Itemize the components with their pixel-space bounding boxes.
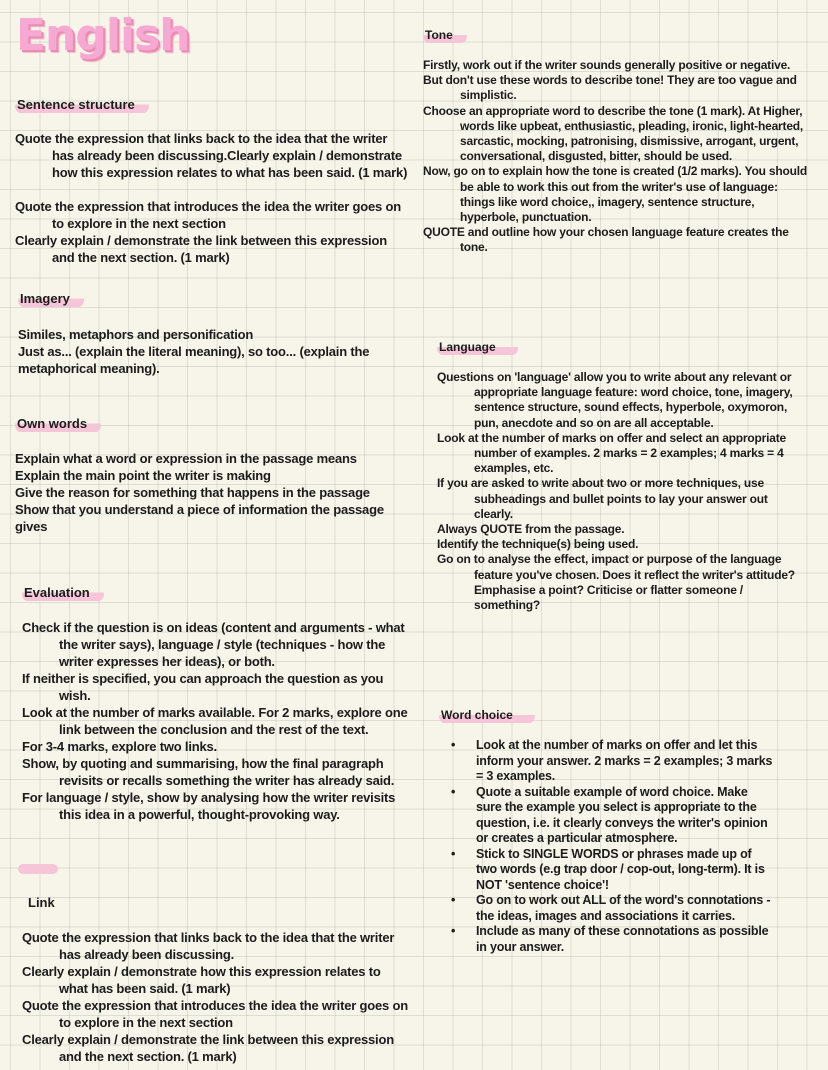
paragraph: Show that you understand a piece of information the passage gives [15,502,384,534]
paragraph: Choose an appropriate word to describe the tone (1 mark). At Higher, words like upbeat, enthusiastic, pleading, ironic, light-hearted, sarcastic, mocking, patronising, dismissive, arrogant, urgent, conversational, disgusted, bitter, should be used. [423,103,804,164]
section-sentence-structure [15,96,410,266]
list-item: • Include as many of these connotations as possible in your answer. [439,924,774,955]
paragraph: Check if the question is on ideas (content and arguments - what the writer says), language / style (techniques - how the writer expresses her ideas), or both. [22,620,405,669]
paragraph: Show, by quoting and summarising, how the final paragraph revisits or recalls something the writer has already said. [22,756,395,788]
bullet-list [439,738,774,955]
paragraph: Always QUOTE from the passage. [437,522,625,537]
list-item: • Look at the number of marks on offer and let this inform your answer. 2 marks = 2 examples; 3 marks = 3 examples. [439,738,774,785]
page-title: English [16,10,190,61]
paragraph: Quote the expression that links back to the idea that the writer has already been discussing.Clearly explain / demonstrate how this expression relates to what has been said. (1 mark) [15,131,408,180]
paragraph: Identify the technique(s) being used. [437,537,639,552]
section-word-choice [439,706,774,955]
paragraph: Give the reason for something that happens in the passage [15,485,370,500]
paragraph: If you are asked to write about two or more techniques, use subheadings and bullet points to lay your answer out clearly. [437,476,768,521]
section-imagery [18,290,413,377]
section-heading: Own words [15,416,101,433]
paragraph: For language / style, show by analysing how the writer revisits this idea in a powerful, thought-provoking way. [22,790,396,822]
paragraph: Clearly explain / demonstrate the link between this expression and the next section. (1 mark) [15,233,387,265]
paragraph: Just as... (explain the literal meaning), so too... (explain the metaphorical meaning). [18,344,370,376]
paragraph: Similes, metaphors and personification [18,327,254,342]
paragraph: Clearly explain / demonstrate the link between this expression and the next section. (1 mark) [22,1032,394,1064]
paragraph: Firstly, work out if the writer sounds generally positive or negative. [423,58,791,72]
paragraph: Quote the expression that links back to the idea that the writer has already been discussing. [22,930,395,962]
paragraph: Questions on 'language' allow you to write about any relevant or appropriate language feature: word choice, tone, imagery, sentence structure, sound effects, hyperbole, oxymoron, pun, anecdote and so on are all acceptable. [437,370,793,430]
paragraph: QUOTE and outline how your chosen language feature creates the tone. [423,225,789,255]
section-heading: Language [437,340,518,356]
paragraph: But don't use these words to describe tone! They are too vague and simplistic. [423,73,797,103]
section-own-words [15,415,385,535]
paragraph: Quote the expression that introduces the idea the writer goes on to explore in the next section [15,199,401,231]
section-heading: Imagery [18,291,84,308]
list-item: • Go on to work out ALL of the word's connotations - the ideas, images and associations it carries. [439,893,774,924]
paragraph: Explain what a word or expression in the passage means [15,451,357,466]
section-heading: Evaluation [22,585,104,602]
section-evaluation [22,584,412,823]
section-tone [423,26,808,256]
paragraph: Go on to analyse the effect, impact or purpose of the language feature you've chosen. Does it reflect the writer's attitude? Emphasise a point? Criticise or flatter someone / something? [437,552,795,613]
list-item: • Stick to SINGLE WORDS or phrases made up of two words (e.g trap door / cop-out, long-term). It is NOT 'sentence choice'! [439,847,774,894]
list-item: • Quote a suitable example of word choice. Make sure the example you select is appropriate to the question, i.e. it clearly conveys the writer's opinion or creates a particular atmosphere. [439,785,774,847]
highlight-mark [18,864,58,874]
paragraph: Look at the number of marks available. For 2 marks, explore one link between the conclusion and the rest of the text. [22,705,408,737]
paragraph: If neither is specified, you can approach the question as you wish. [22,671,384,703]
section-link [22,894,412,1065]
paragraph: Quote the expression that introduces the idea the writer goes on to explore in the next section [22,998,408,1030]
section-heading: Word choice [439,708,535,724]
paragraph: Now, go on to explain how the tone is created (1/2 marks). You should be able to work this out from the writer's use of language: things like word choice,, imagery, sentence structure, hyperbole, punctuation. [423,164,808,225]
paragraph: Clearly explain / demonstrate how this expression relates to what has been said. (1 mark) [22,964,381,996]
paragraph: For 3-4 marks, explore two links. [22,739,217,754]
section-heading: Link [28,895,55,910]
paragraph: Look at the number of marks on offer and select an appropriate number of examples. 2 marks = 2 examples; 4 marks = 4 examples, etc. [437,430,787,476]
section-language [437,338,805,613]
section-heading: Tone [423,28,467,44]
paragraph: Explain the main point the writer is making [15,468,271,483]
section-heading: Sentence structure [15,97,149,114]
